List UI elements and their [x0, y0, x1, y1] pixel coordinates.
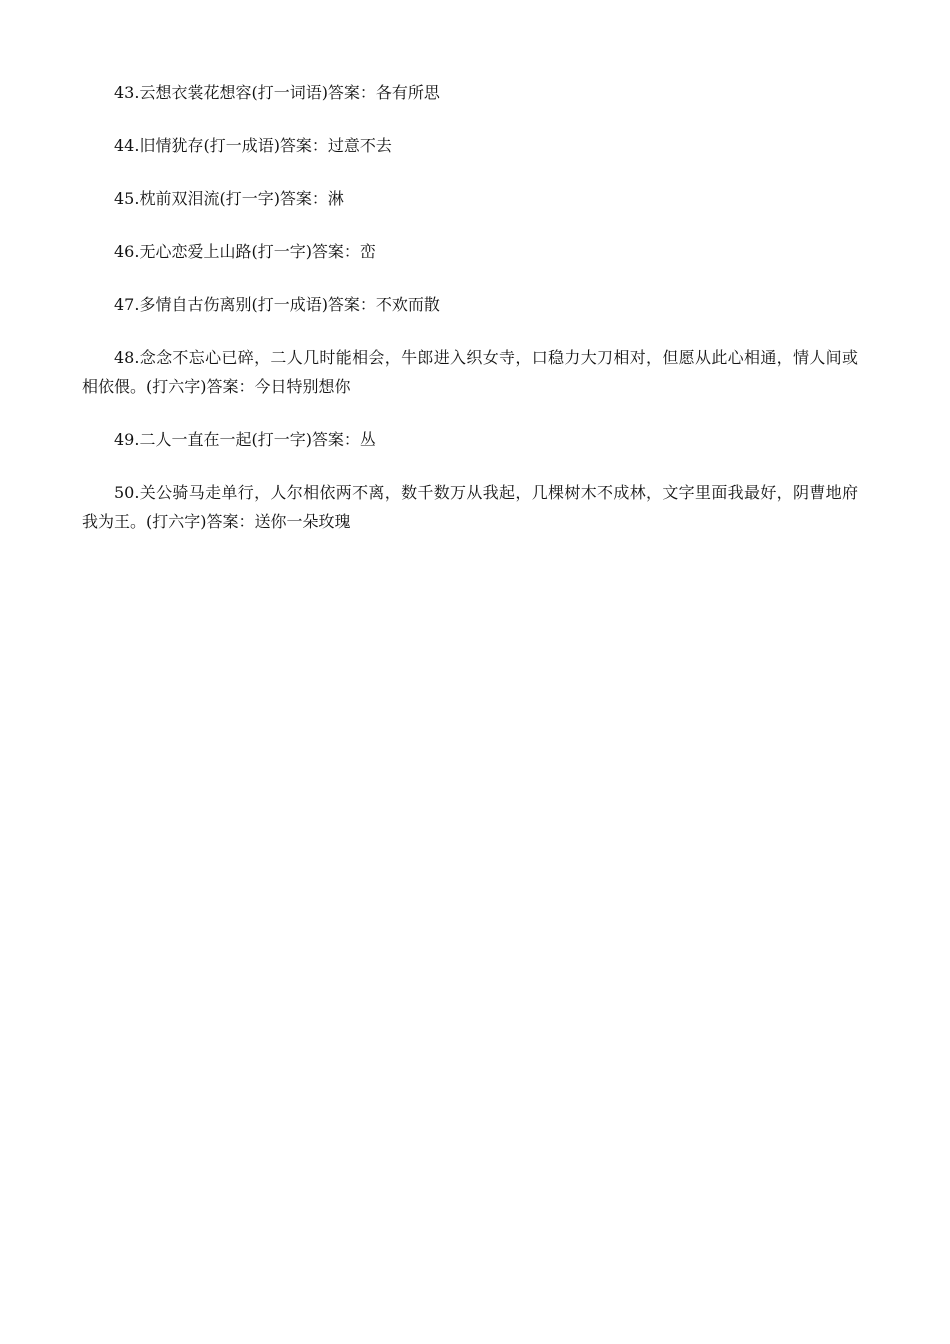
riddle-paragraph: 44.旧情犹存(打一成语)答案：过意不去 [114, 136, 392, 155]
riddle-paragraph: 49.二人一直在一起(打一字)答案：丛 [114, 430, 376, 449]
riddle-paragraph: 43.云想衣裳花想容(打一词语)答案：各有所思 [114, 83, 440, 102]
riddle-paragraph: 47.多情自古伤离别(打一成语)答案：不欢而散 [114, 295, 440, 314]
riddle-paragraph: 45.枕前双泪流(打一字)答案：淋 [114, 189, 344, 208]
riddle-paragraph: 46.无心恋爱上山路(打一字)答案：峦 [114, 242, 376, 261]
document-body [82, 78, 858, 560]
riddle-paragraph: 50.关公骑马走单行，人尔相依两不离，数千数万从我起，几棵树木不成林，文字里面我最好，阴曹地府我为王。(打六字)答案：送你一朵玫瑰 [82, 483, 858, 531]
riddle-paragraph: 48.念念不忘心已碎，二人几时能相会，牛郎进入织女寺，口稳力大刀相对，但愿从此心相通，情人间或相依偎。(打六字)答案：今日特别想你 [82, 348, 858, 396]
